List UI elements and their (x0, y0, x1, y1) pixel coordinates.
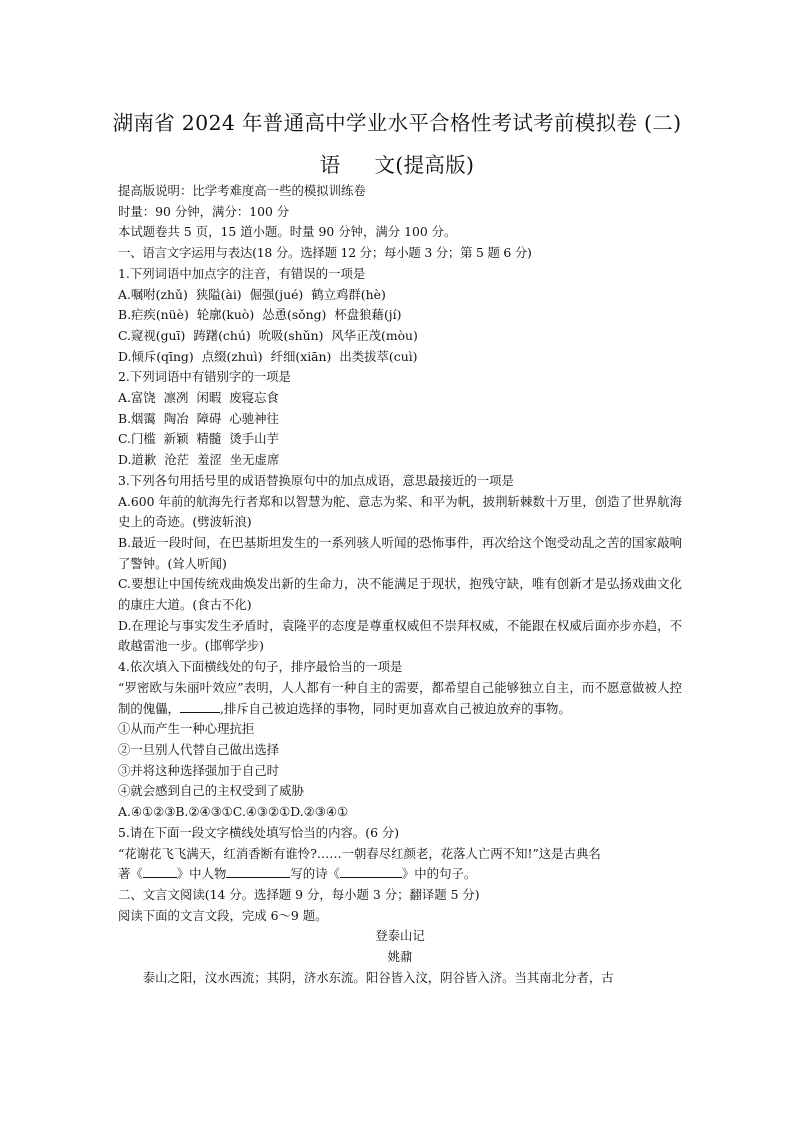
question-5-stem: 5.请在下面一段文字横线处填写恰当的内容。(6 分) (118, 824, 400, 840)
question-2-option-b: B.烟霭 陶冶 障碍 心驰神往 (118, 410, 279, 426)
question-4-item: ③并将这种选择强加于自己时 (118, 762, 280, 778)
article-title: 登泰山记 (375, 928, 425, 944)
reading-instruction: 阅读下面的文言文段，完成 6～9 题。 (118, 907, 328, 923)
answer-blank[interactable] (143, 865, 177, 878)
question-2-option-a: A.富饶 凛冽 闲暇 废寝忘食 (118, 390, 279, 406)
answer-blank[interactable] (340, 865, 402, 878)
subject-title-part2: 文(提高版) (374, 153, 475, 177)
question-1-option-a: A.嘱咐(zhǔ) 狭隘(ài) 倔强(jué) 鹤立鸡群(hè) (118, 286, 386, 302)
subject-title-part1: 语 (319, 153, 341, 177)
question-4-stem: 4.依次填入下面横线处的句子，排序最恰当的一项是 (118, 659, 403, 675)
question-4-item: ①从而产生一种心理抗拒 (118, 721, 255, 737)
question-2-stem: 2.下列词语中有错别字的一项是 (118, 369, 291, 385)
question-4-item: ②一旦别人代替自己做出选择 (118, 741, 280, 757)
intro-line: 本试题卷共 5 页，15 道小题。时量 90 分钟，满分 100 分。 (118, 224, 457, 240)
question-3-stem: 3.下列各句用括号里的成语替换原句中的加点成语，意思最接近的一项是 (118, 472, 514, 488)
answer-blank[interactable] (226, 865, 290, 878)
intro-line: 提高版说明：比学考难度高一些的模拟训练卷 (118, 183, 366, 198)
answer-blank[interactable] (180, 700, 220, 713)
question-1-option-b: B.疟疾(nüè) 轮廓(kuò) 怂恿(sǒng) 杯盘狼藉(jí) (118, 307, 402, 323)
article-author: 姚鼐 (387, 949, 413, 965)
question-3-option-c: C.要想让中国传统戏曲焕发出新的生命力，决不能满足于现状，抱残守缺，唯有创新才是弘扬戏曲文化的康庄大道。(食古不化) (118, 576, 682, 613)
question-1-option-d: D.倾斥(qīng) 点缀(zhuì) 纤细(xiān) 出类拔萃(cuì) (118, 348, 418, 364)
question-2-option-c: C.门槛 新颖 精髓 烫手山芋 (118, 431, 279, 447)
exam-title: 湖南省 2024 年普通高中学业水平合格性考试考前模拟卷 (二) (112, 111, 682, 135)
section-heading-1: 一、语言文字运用与表达(18 分。选择题 12 分；每小题 3 分；第 5 题 6 分) (118, 245, 532, 261)
question-5-line: “花谢花飞飞满天，红消香断有谁怜?……一朝春尽红颜老，花落人亡两不知!”这是古典名 (118, 845, 601, 861)
question-4-passage: “罗密欧与朱丽叶效应”表明，人人都有一种自主的需要，都希望自己能够独立自主，而不愿意做被人控制的傀儡， ,排斥自己被迫选择的事物，同时更加喜欢自己被迫放弃的事物。 (118, 679, 682, 716)
question-3-option-b: B.最近一段时间，在巴基斯坦发生的一系列骇人听闻的恐怖事件，再次给这个饱受动乱之苦的国家敲响了警钟。(耸人听闻) (118, 534, 682, 571)
question-4-item: ④就会感到自己的主权受到了威胁 (118, 783, 304, 799)
question-5-fill-line: 著《 》中人物 写的诗《 》中的句子。 (118, 866, 477, 882)
question-1-option-c: C.窥视(guī) 踌躇(chú) 吮吸(shǔn) 风华正茂(mòu) (118, 327, 418, 343)
subject-title (0, 148, 794, 178)
question-4-options: A.④①②③B.②④③①C.④③②①D.②③④① (118, 804, 349, 820)
question-2-option-d: D.道歉 沧茫 羞涩 坐无虚席 (118, 452, 280, 468)
question-3-option-a: A.600 年前的航海先行者郑和以智慧为舵、意志为桨、和平为帆，披荆斩棘数十万里，创造了世界航海史上的奇迹。(劈波斩浪) (118, 493, 682, 530)
section-heading-2: 二、文言文阅读(14 分。选择题 9 分，每小题 3 分；翻译题 5 分) (118, 886, 480, 902)
article-first-line: 泰山之阳，汶水西流；其阴，济水东流。阳谷皆入汶，阴谷皆入济。当其南北分者，古 (142, 969, 614, 985)
exam-content (118, 181, 682, 988)
question-3-option-d: D.在理论与事实发生矛盾时，袁隆平的态度是尊重权威但不崇拜权威，不能跟在权威后面亦步亦趋，不敢越雷池一步。(邯郸学步) (118, 617, 682, 654)
intro-line: 时量：90 分钟，满分：100 分 (118, 203, 290, 219)
question-1-stem: 1.下列词语中加点字的注音，有错误的一项是 (118, 265, 366, 281)
